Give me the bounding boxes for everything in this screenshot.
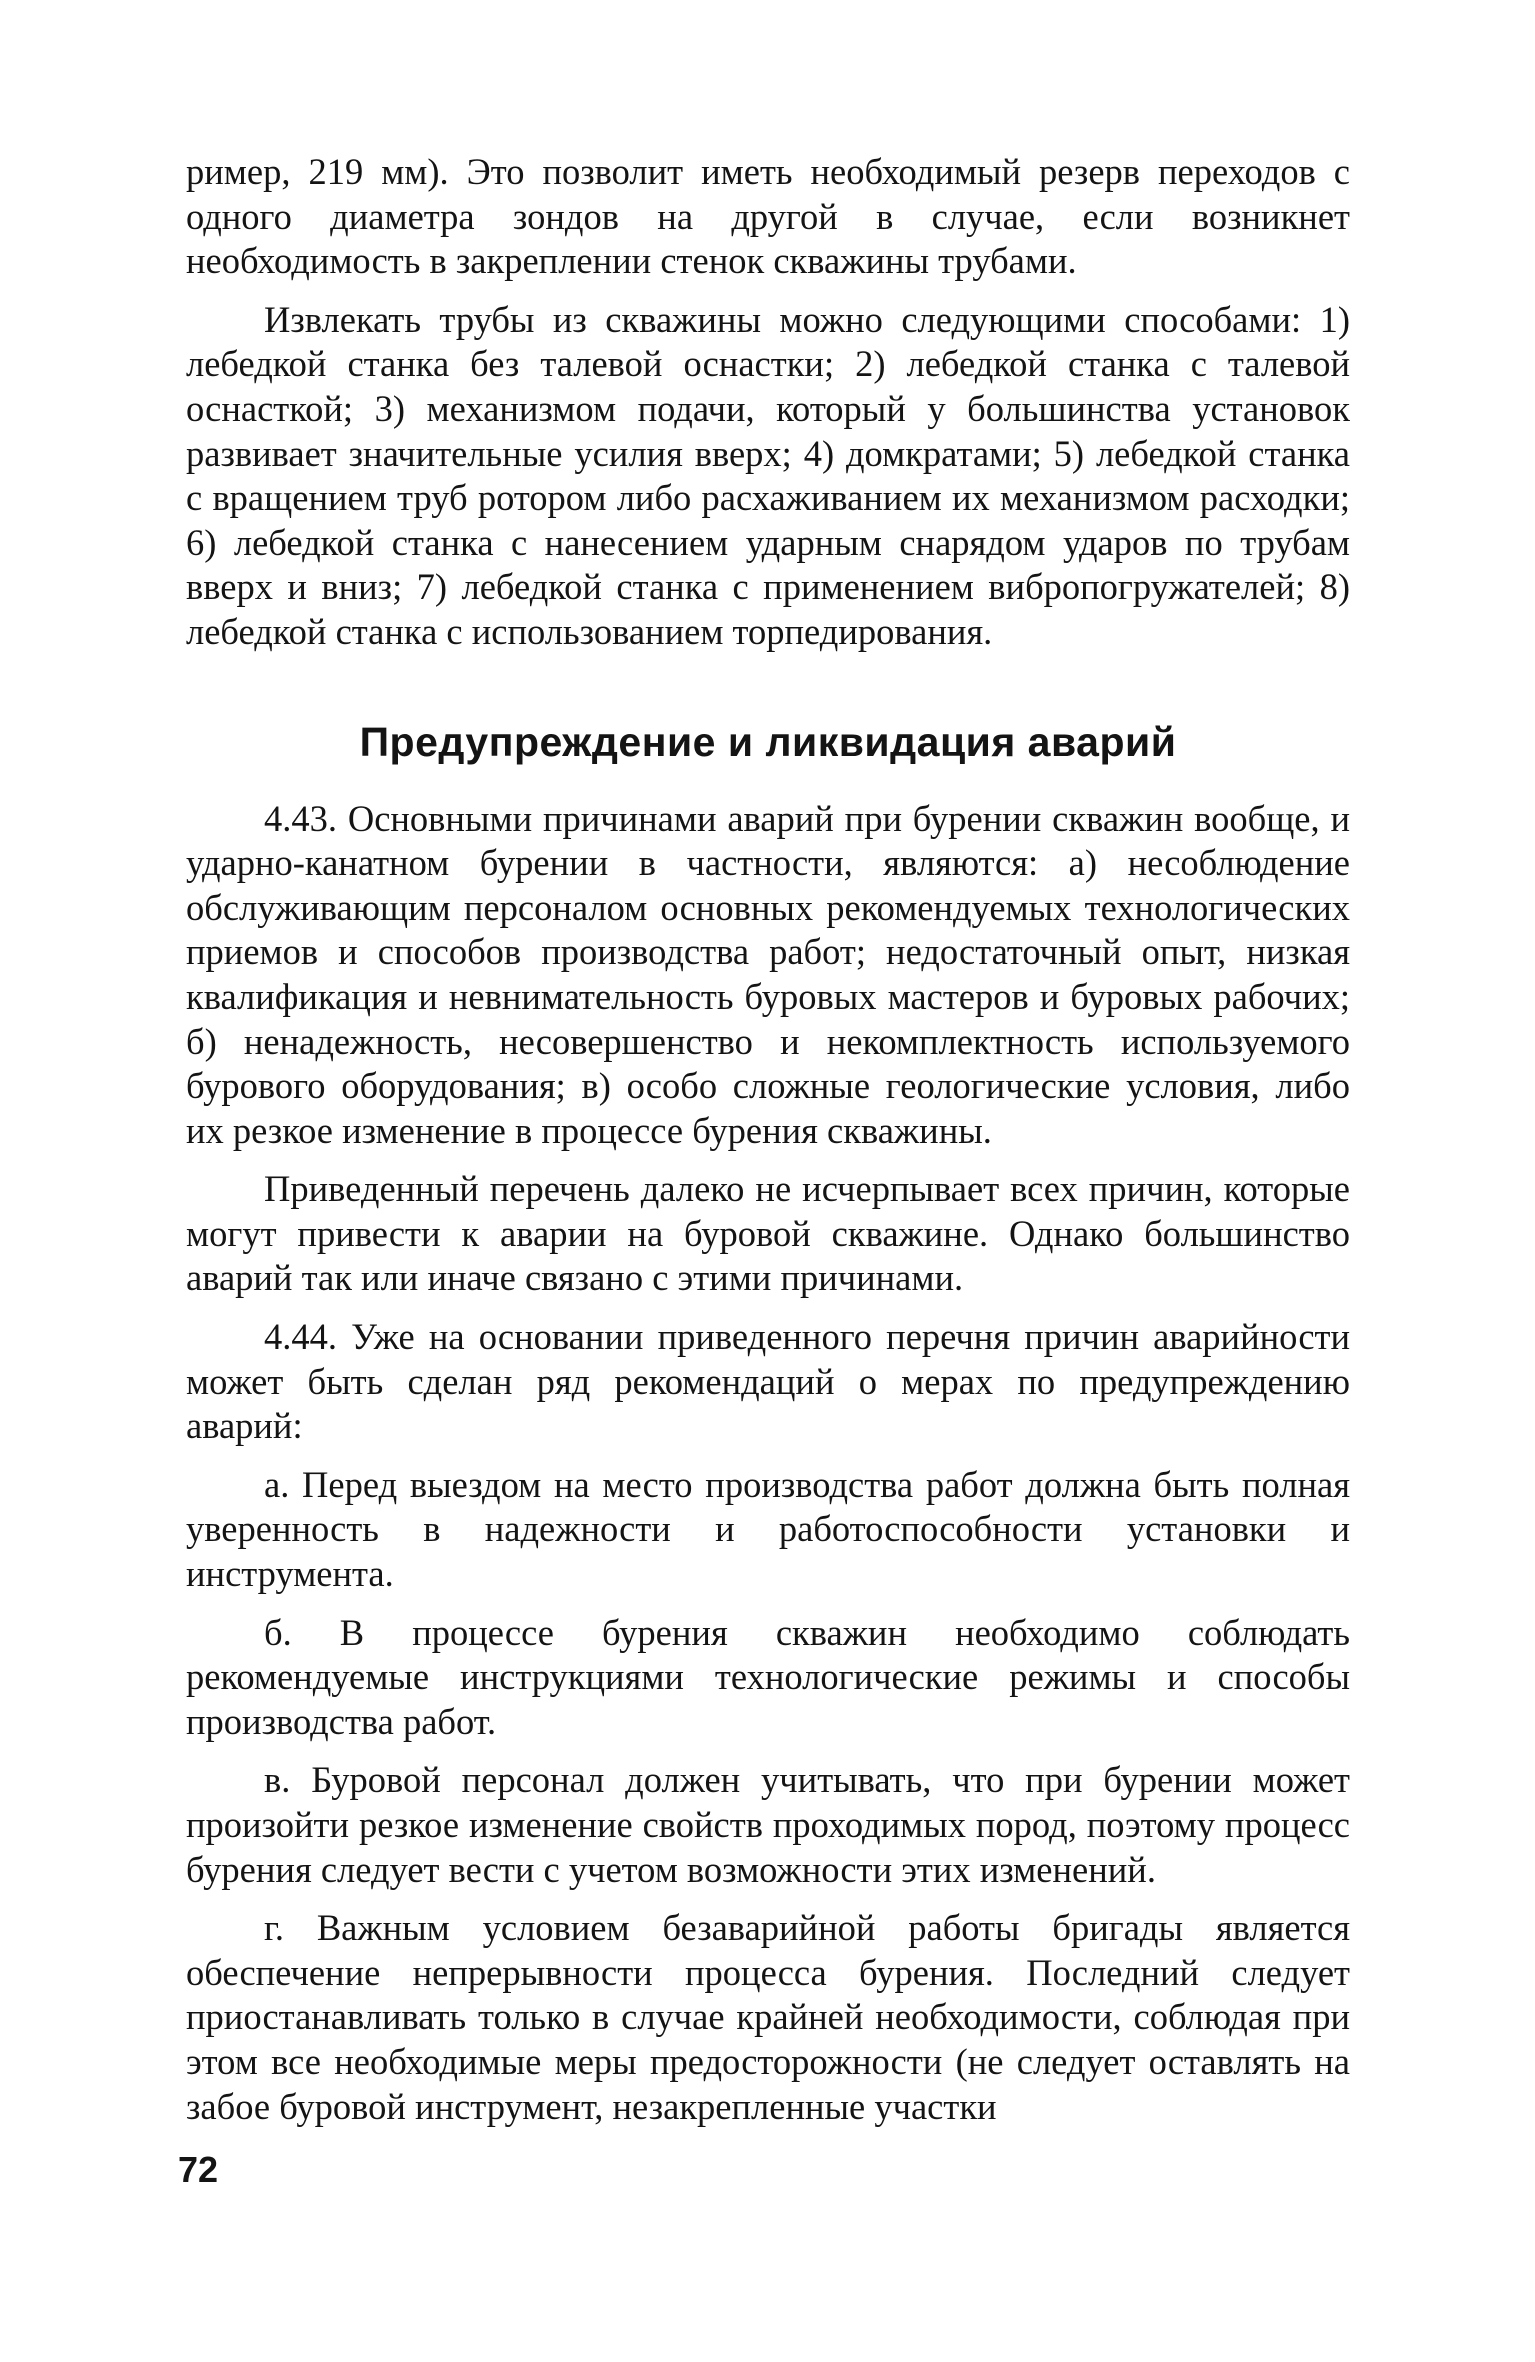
paragraph-extraction-methods: Извлекать трубы из скважины можно следующими способами: 1) лебедкой станка без талевой оснастки; 2) лебедкой станка с талевой оснасткой; 3) механизмом подачи, который у большинства установок развивает значительные усилия вверх; 4) домкратами; 5) лебедкой станка с вращением труб ротором либо расхаживанием их механизмом расходки; 6) лебедкой станка с нанесением ударным снарядом ударов по трубам вверх и вниз; 7) лебедкой станка с применением вибропогружателей; 8) лебедкой станка с использованием торпедирования. (186, 298, 1350, 652)
section-heading: Предупреждение и ликвидация аварий (359, 718, 1177, 765)
paragraph-list-note: Приведенный перечень далеко не исчерпывает всех причин, которые могут привести к аварии на буровой скважине. Однако большинство аварий так или иначе связано с этими причинами. (186, 1168, 1350, 1299)
page-number: 72 (178, 2149, 219, 2190)
list-item-b: б. В процессе бурения скважин необходимо соблюдать рекомендуемые инструкциями технологические режимы и способы производства работ. (186, 1611, 1350, 1742)
page-body (186, 150, 1350, 2143)
list-item-a: а. Перед выездом на место производства работ должна быть полная уверенность в надежности и работоспособности установки и инструмента. (186, 1463, 1350, 1595)
paragraph-continuation: ример, 219 мм). Это позволит иметь необходимый резерв переходов с одного диаметра зондов на другой в случае, если возникнет необходимость в закреплении стенок скважины трубами. (186, 151, 1350, 282)
paragraph-4-44: 4.44. Уже на основании приведенного перечня причин аварийности может быть сделан ряд рекомендаций о мерах по предупреждению аварий: (186, 1316, 1350, 1447)
list-item-v: в. Буровой персонал должен учитывать, что при бурении может произойти резкое изменение свойств проходимых пород, поэтому процесс бурения следует вести с учетом возможности этих изменений. (186, 1759, 1350, 1890)
paragraph-4-43: 4.43. Основными причинами аварий при бурении скважин вообще, и ударно-канатном бурении в частности, являются: а) несоблюдение обслуживающим персоналом основных рекомендуемых технологических приемов и способов производства работ; недостаточный опыт, низкая квалификация и невнимательность буровых мастеров и буровых рабочих; б) ненадежность, несовершенство и некомплектность используемого бурового оборудования; в) особо сложные геологические условия, либо их резкое изменение в процессе бурения скважины. (186, 797, 1350, 1151)
list-item-g: г. Важным условием безаварийной работы бригады является обеспечение непрерывности процесса бурения. Последний следует приостанавливать только в случае крайней необходимости, соблюдая при этом все необходимые меры предосторожности (не следует оставлять на забое буровой инструмент, незакрепленные участки (186, 1907, 1350, 2127)
